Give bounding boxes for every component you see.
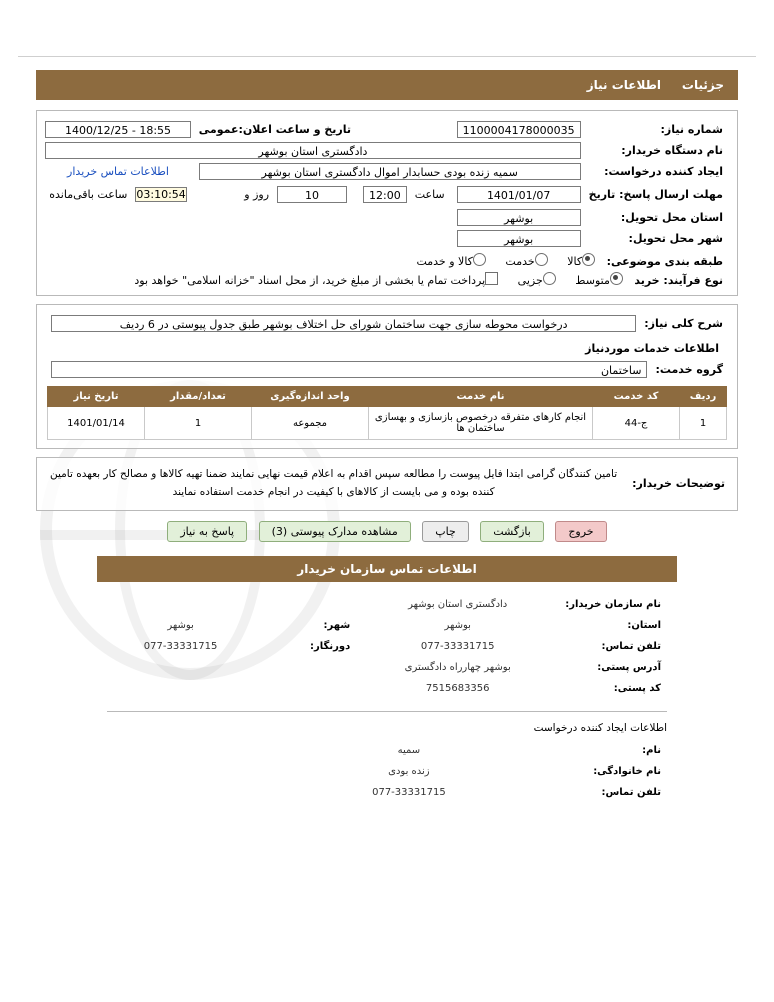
treasury-payment-label: پرداخت تمام یا بخشی از مبلغ خرید، از محل اسناد "خزانه اسلامی" خواهد بود: [134, 274, 486, 287]
contact-label-province: استان:: [627, 619, 661, 631]
subject-option-khedmat[interactable]: [505, 253, 551, 268]
contact-value-province: بوشهر: [444, 619, 471, 631]
contact-value-fax: 077-33331715: [143, 640, 218, 652]
contact-label-org: نام سازمان خریدار:: [565, 598, 661, 610]
contact-label-fax: دورنگار:: [310, 640, 351, 652]
creator-table: [107, 740, 667, 803]
contact-label-city: شهر:: [323, 619, 351, 631]
services-table-header: [48, 387, 727, 407]
contact-value-postal: 7515683356: [425, 682, 490, 694]
buyer-notes-table: [45, 464, 729, 504]
contact-row-postal: [107, 678, 667, 699]
subject-option-kala-khedmat[interactable]: [416, 253, 489, 268]
buyer-notes-label: توضیحات خریدار:: [632, 477, 725, 491]
contact-label-address2: [254, 657, 356, 678]
process-type-row: [47, 268, 727, 287]
page-title: اطلاعات نیاز: [586, 78, 662, 92]
cell-need-date: 1401/01/14: [48, 407, 145, 440]
deadline-date-value: 1401/01/07: [457, 186, 581, 203]
service-group-label: گروه خدمت:: [655, 363, 723, 376]
creator-value-lastname: زنده بودی: [388, 765, 430, 777]
need-number-label: شماره نیاز:: [660, 123, 723, 136]
creator-row-lastname: [107, 761, 667, 782]
contact-value-address2: [107, 657, 254, 678]
creator-row-phone: [107, 782, 667, 803]
process-option-jozei[interactable]: [518, 272, 560, 287]
services-table: [47, 386, 727, 440]
summary-value: درخواست محوطه سازی جهت ساختمان شورای حل اختلاف بوشهر طبق جدول پیوستی در 6 ردیف: [51, 315, 636, 332]
contact-row-phone: [107, 636, 667, 657]
creator-label: ایجاد کننده درخواست:: [604, 165, 723, 178]
buyer-org-value: دادگستری استان بوشهر: [45, 142, 580, 159]
checkbox-icon[interactable]: [485, 272, 498, 285]
countdown-timer: 03:10:54: [136, 188, 186, 201]
contact-label-postal: کد پستی:: [613, 682, 661, 694]
days-remaining-value: 10: [277, 186, 347, 203]
radio-icon[interactable]: [610, 272, 623, 285]
process-type-label: نوع فرآیند: خرید: [634, 274, 723, 287]
announce-date-label: تاریخ و ساعت اعلان:عمومی: [198, 123, 352, 136]
contact-label-phone: تلفن تماس:: [601, 640, 661, 652]
subject-option-khedmat-label: خدمت: [505, 255, 535, 268]
contact-row-province: [107, 615, 667, 636]
days-label: روز و: [244, 188, 270, 201]
cell-service-code: ج-44: [593, 407, 680, 440]
delivery-city-value: بوشهر: [457, 230, 581, 247]
col-service-code: کد خدمت: [593, 387, 680, 407]
subject-class-label: طبقه بندی موضوعی:: [606, 255, 723, 268]
summary-label: شرح کلی نیاز:: [644, 317, 723, 330]
subject-option-kala[interactable]: [567, 253, 599, 268]
creator-value: سمیه زنده بودی حسابدار اموال دادگستری استان بوشهر: [199, 163, 581, 180]
cell-service-name: انجام کارهای متفرقه درخصوص بازسازی و بهسازی ساختمان ها: [369, 407, 593, 440]
buyer-contact-link[interactable]: اطلاعات تماس خریدار: [67, 165, 169, 178]
table-row: [48, 407, 727, 440]
services-section-title: اطلاعات خدمات موردنیاز: [585, 342, 719, 355]
col-unit: واحد اندازه‌گیری: [252, 387, 369, 407]
col-service-name: نام خدمت: [369, 387, 593, 407]
creator-label-firstname: نام:: [642, 744, 661, 756]
contact-value-city: بوشهر: [167, 619, 194, 631]
exit-button[interactable]: خروج: [555, 521, 606, 542]
announce-date-value: 1400/12/25 - 18:55: [45, 121, 191, 138]
subject-option-kala-label: کالا: [567, 255, 583, 268]
delivery-city-label: شهر محل تحویل:: [628, 232, 723, 245]
contact-section-title: اطلاعات تماس سازمان خریدار: [97, 556, 677, 582]
creator-label-lastname: نام خانوادگی:: [593, 765, 661, 777]
creator-row-firstname: [107, 740, 667, 761]
creator-value-phone: 077-33331715: [372, 786, 446, 798]
back-button[interactable]: بازگشت: [480, 521, 544, 542]
subject-classification-row: [47, 249, 727, 268]
cell-row: 1: [680, 407, 727, 440]
creator-label-phone: تلفن تماس:: [601, 786, 661, 798]
respond-button[interactable]: پاسخ به نیاز: [167, 521, 247, 542]
service-group-value: ساختمان: [51, 361, 647, 378]
print-button[interactable]: چاپ: [422, 521, 469, 542]
contact-row-org: [107, 594, 667, 615]
col-row: ردیف: [680, 387, 727, 407]
row-need-number: [33, 119, 727, 140]
section-divider: [107, 711, 667, 712]
contact-value-postal2: [107, 678, 254, 699]
contact-label-postal2: [254, 678, 356, 699]
need-info-panel: [36, 110, 738, 296]
tab-details[interactable]: جزئیات: [681, 78, 724, 92]
service-group-table: [47, 359, 727, 380]
need-number-value: 1100004178000035: [457, 121, 581, 138]
summary-panel: [36, 304, 738, 449]
contact-value-address: بوشهر چهارراه دادگستری: [404, 661, 511, 673]
view-attachments-button[interactable]: مشاهده مدارک پیوستی (3): [259, 521, 411, 542]
contact-label-org2: [254, 594, 356, 615]
process-option-motavaset-label: متوسط: [575, 274, 610, 287]
buyer-org-label: نام دستگاه خریدار:: [621, 144, 723, 157]
subject-option-kala-khedmat-label: کالا و خدمت: [416, 255, 473, 268]
row-buyer-notes: [45, 464, 729, 504]
contact-value-phone: 077-33331715: [420, 640, 495, 652]
page-title-bar: [36, 70, 738, 100]
row-delivery-province: [33, 207, 727, 228]
contact-label-address: آدرس پستی:: [597, 661, 661, 673]
creator-section-title: اطلاعات ایجاد کننده درخواست: [533, 721, 667, 734]
row-delivery-city: [33, 228, 727, 249]
process-option-motavaset[interactable]: [575, 272, 627, 287]
radio-icon[interactable]: [535, 253, 548, 266]
process-option-jozei-label: جزیی: [517, 274, 543, 287]
col-need-date: تاریخ نیاز: [48, 387, 145, 407]
row-summary: [47, 313, 727, 334]
delivery-province-value: بوشهر: [457, 209, 581, 226]
row-buyer-org: [33, 140, 727, 161]
buyer-notes-panel: [36, 457, 738, 511]
row-creator: [33, 161, 727, 182]
radio-icon[interactable]: [473, 253, 486, 266]
action-button-row: [30, 521, 744, 542]
col-qty: تعداد/مقدار: [145, 387, 252, 407]
summary-table: [47, 313, 727, 334]
cell-qty: 1: [145, 407, 252, 440]
creator-value-firstname: سمیه: [397, 744, 421, 756]
cell-unit: مجموعه: [252, 407, 369, 440]
contact-value-org: دادگستری استان بوشهر: [408, 598, 508, 610]
row-service-group: [47, 359, 727, 380]
contact-value-org2: [107, 594, 254, 615]
need-info-table: [33, 119, 727, 249]
buyer-notes-text: تامین کنندگان گرامی ابتدا فایل پیوست را مطالعه سپس اقدام به اعلام قیمت نهایی نمایند ضمنا تهیه کالاها و مصالح کار بعهده تامین کننده بوده و می بایست از کالاهای با کیفیت در انجام خدمت استفاده نمایند: [49, 468, 618, 498]
treasury-payment-checkbox[interactable]: [134, 272, 502, 287]
time-value: 12:00: [363, 186, 407, 203]
deadline-label: مهلت ارسال پاسخ: تاریخ: [588, 188, 723, 201]
delivery-province-label: استان محل تحویل:: [620, 211, 723, 224]
radio-icon[interactable]: [543, 272, 556, 285]
row-deadline: [33, 182, 727, 207]
contact-table: [107, 594, 667, 699]
time-label: ساعت: [414, 188, 445, 201]
radio-icon[interactable]: [582, 253, 595, 266]
timer-label: ساعت باقی‌مانده: [49, 188, 128, 201]
contact-row-address: [107, 657, 667, 678]
